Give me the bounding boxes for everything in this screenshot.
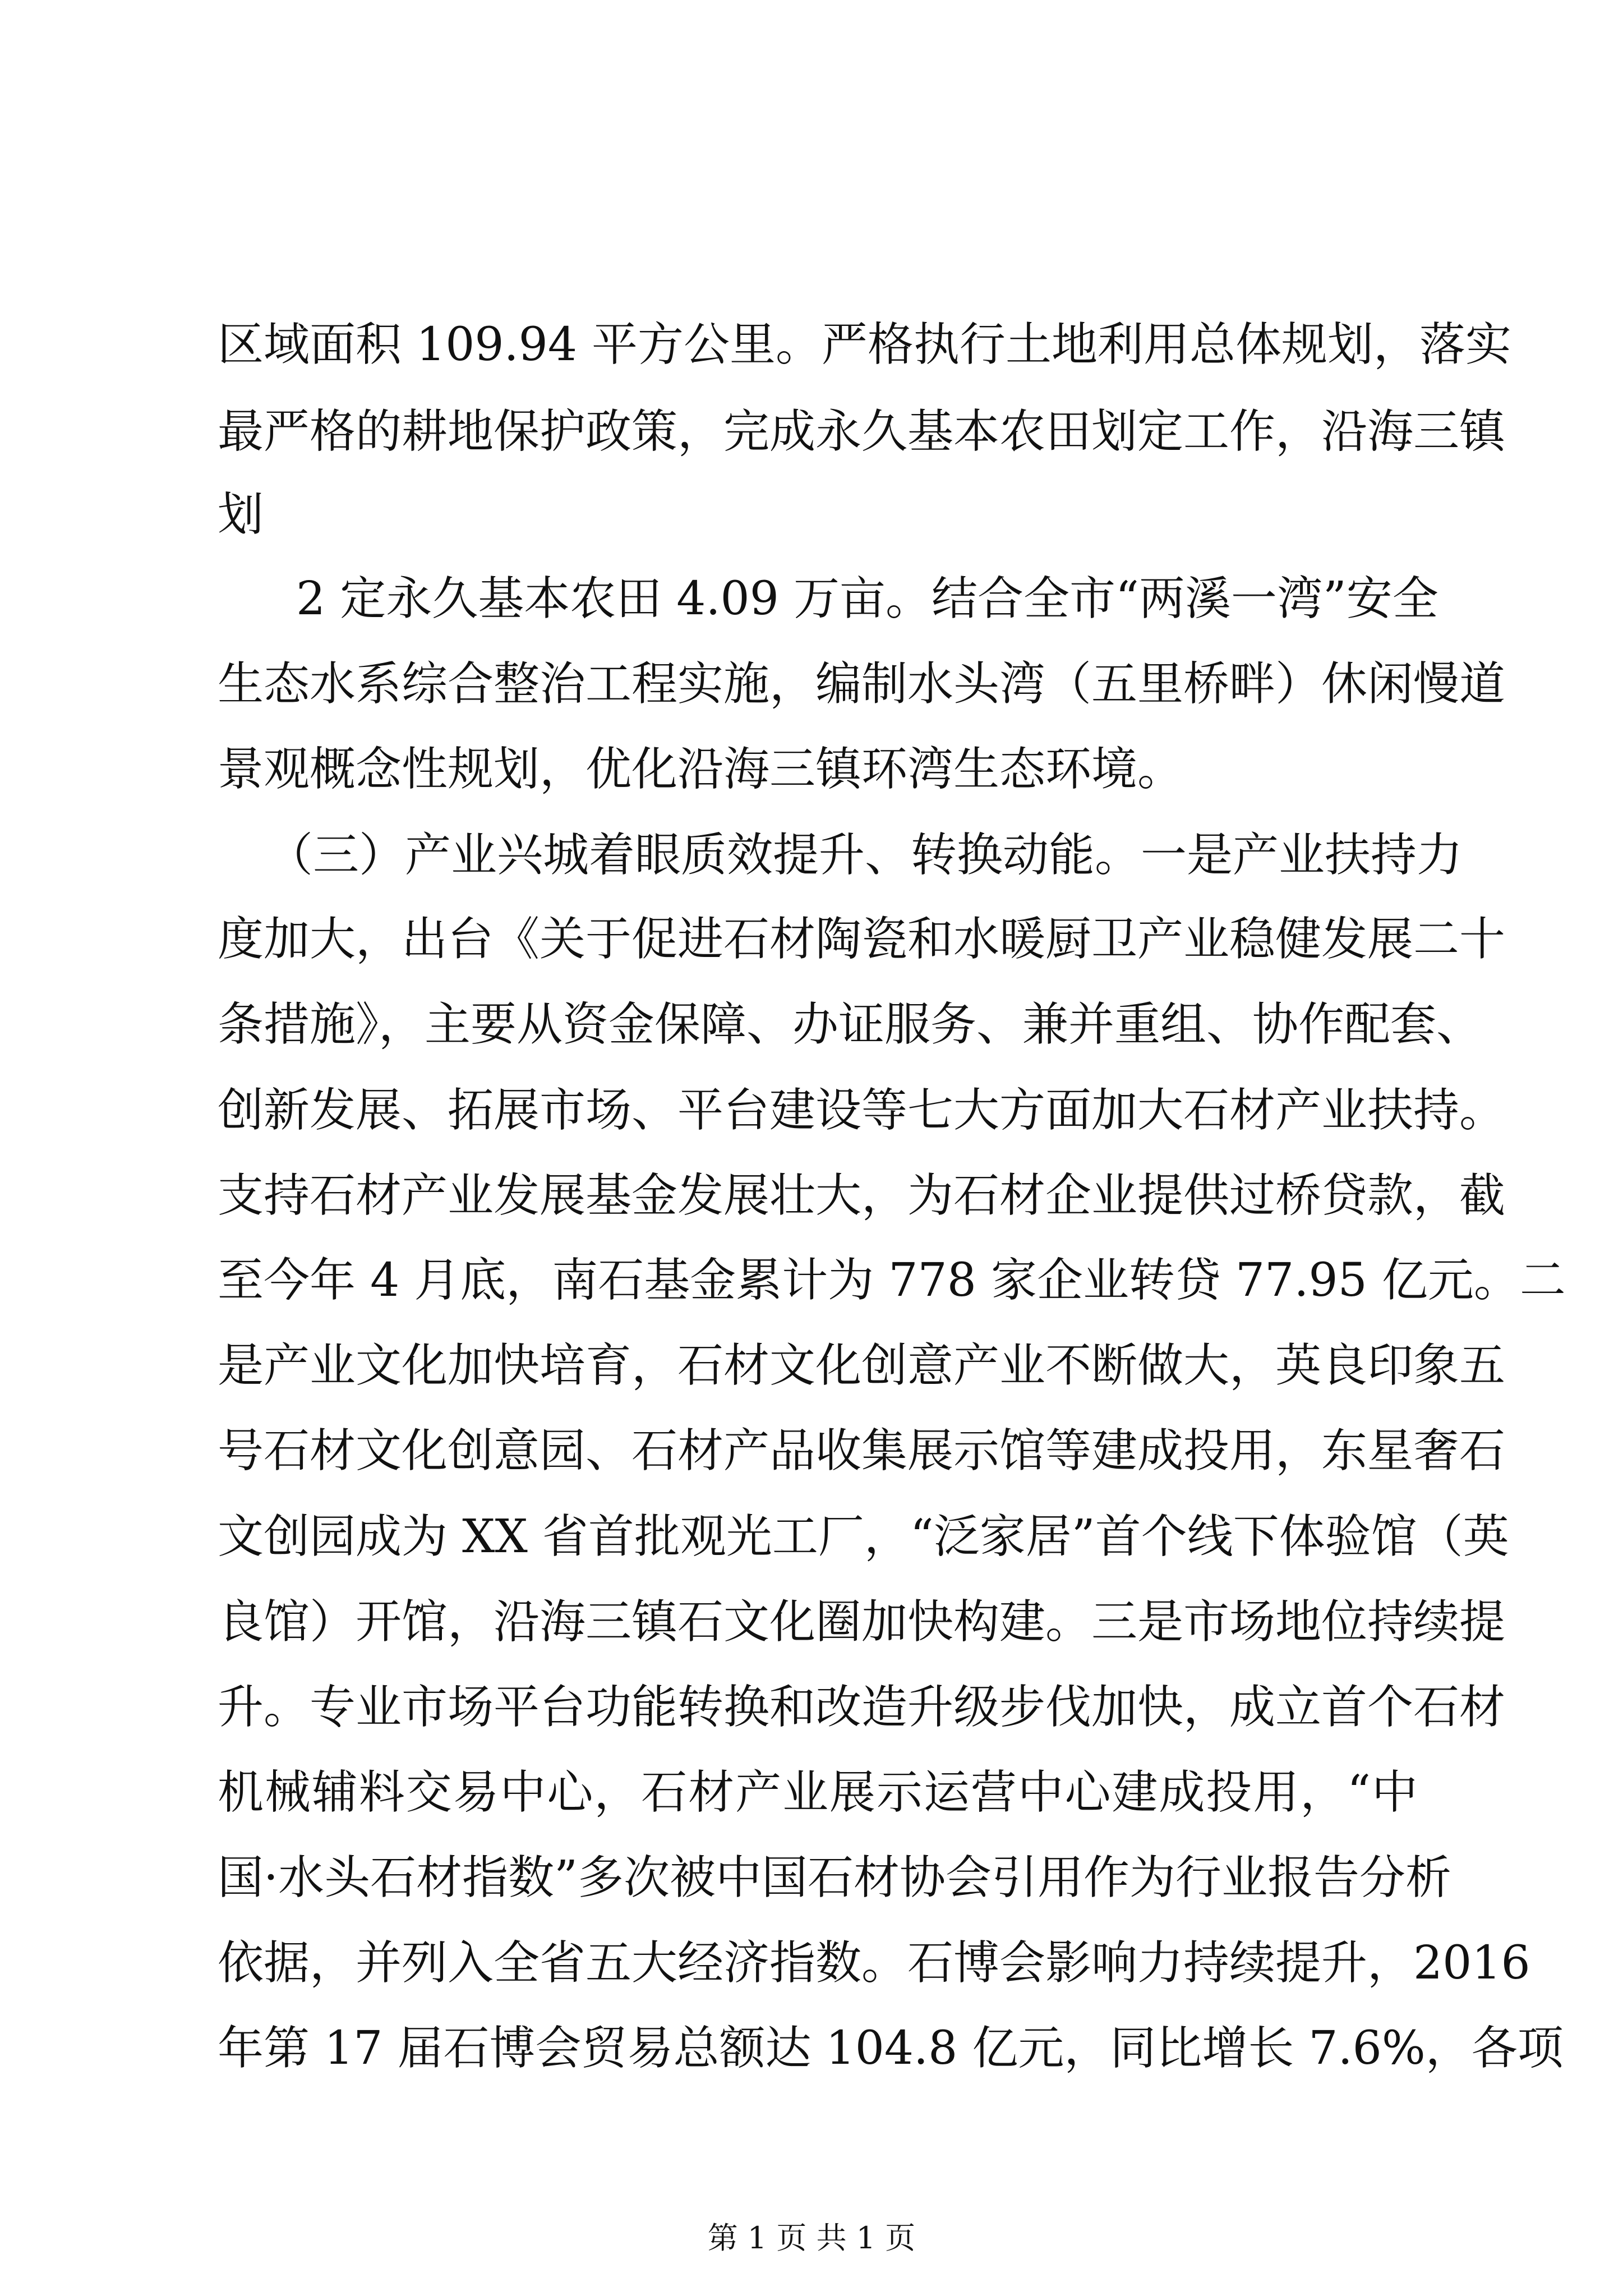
text-line: 升。专业市场平台功能转换和改造升级步伐加快，成立首个石材 [218,1681,1506,1734]
text-line: 最严格的耕地保护政策，完成永久基本农田划定工作，沿海三镇 [218,405,1506,458]
text-line: 度加大，出台《关于促进石材陶瓷和水暖厨卫产业稳健发展二十 [218,913,1506,966]
text-line: 区域面积 109.94 平方公里。严格执行土地利用总体规划，落实 [218,318,1512,371]
text-line: （三）产业兴城着眼质效提升、转换动能。一是产业扶持力 [267,829,1463,882]
text-line: 划 [218,488,264,541]
text-line: 至今年 4 月底，南石基金累计为 778 家企业转贷 77.95 亿元。二 [218,1254,1566,1307]
text-line: 景观概念性规划，优化沿海三镇环湾生态环境。 [218,743,1184,796]
text-line: 号石材文化创意园、石材产品收集展示馆等建成投用，东星奢石 [218,1424,1506,1478]
text-line: 条措施》，主要从资金保障、办证服务、兼并重组、协作配套、 [218,998,1483,1051]
text-line: 2 定永久基本农田 4.09 万亩。结合全市“两溪一湾”安全 [296,572,1438,625]
text-line: 创新发展、拓展市场、平台建设等七大方面加大石材产业扶持。 [218,1084,1506,1137]
text-line: 国·水头石材指数”多次被中国石材协会引用作为行业报告分析 [218,1851,1451,1904]
text-line: 年第 17 届石博会贸易总额达 104.8 亿元，同比增长 7.6%，各项 [218,2022,1564,2075]
text-line: 是产业文化加快培育，石材文化创意产业不断做大，英良印象五 [218,1339,1506,1392]
text-line: 良馆）开馆，沿海三镇石文化圈加快构建。三是市场地位持续提 [218,1595,1506,1649]
text-line: 文创园成为 XX 省首批观光工厂，“泛家居”首个线下体验馆（英 [218,1510,1509,1563]
text-line: 机械辅料交易中心，石材产业展示运营中心建成投用，“中 [218,1766,1418,1819]
text-line: 生态水系综合整治工程实施，编制水头湾（五里桥畔）休闲慢道 [218,657,1506,711]
page-number-footer: 第 1 页 共 1 页 [707,2220,916,2256]
text-line: 支持石材产业发展基金发展壮大，为石材企业提供过桥贷款，截 [218,1169,1506,1222]
text-line: 依据，并列入全省五大经济指数。石博会影响力持续提升，2016 [218,1936,1530,1990]
